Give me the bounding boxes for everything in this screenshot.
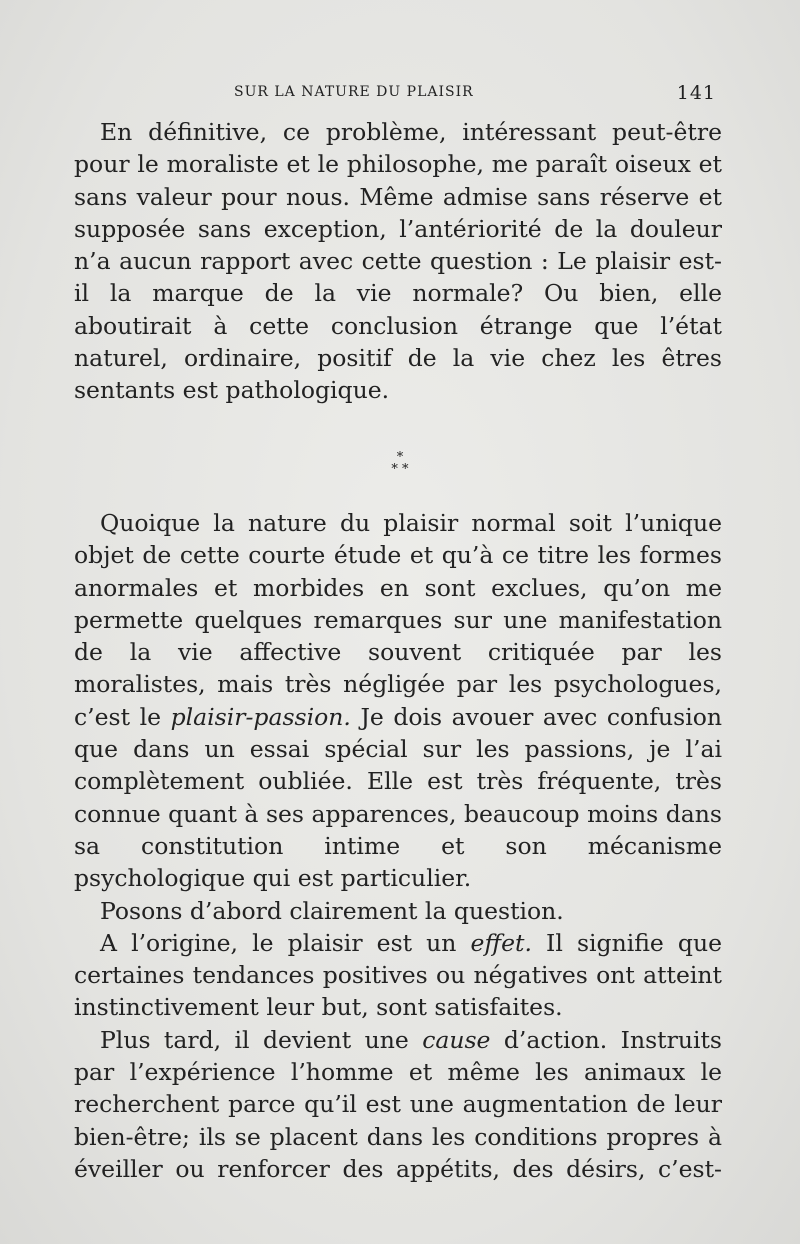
italic-term: cause <box>422 1025 491 1054</box>
paragraph <box>74 1024 722 1185</box>
text-block-2 <box>74 507 722 1185</box>
paragraph <box>74 927 722 1024</box>
paragraph: En définitive, ce problème, intéressant peut-être pour le moraliste et le philosophe, me paraît oiseux et sans valeur pour nous. Même admise sans réserve et supposée sans exception, l’antériorité de la douleur n’a aucun rapport avec cette question : Le plaisir est-il la marque de la vie normale? Ou bien, elle aboutirait à cette conclusion étrange que l’état naturel, ordinaire, positif de la vie chez les êtres sentants est pathologique. <box>74 118 722 405</box>
paragraph-text: Je dois avouer avec confusion que dans un essai spécial sur les passions, je l’ai complètement oubliée. Elle est très fréquente, très connue quant à ses apparences, beaucoup moins dans sa constitution intime et son mécanisme psychologique qui est particulier. <box>74 702 722 893</box>
paragraph-text: d’action. Instruits par l’expérience l’homme et même les animaux le recherchent parce qu’il est une augmentation de leur bien-être; ils se placent dans les conditions propres à éveiller ou renforcer des appétits, des désirs, c’est- <box>74 1025 722 1183</box>
text-block-1 <box>74 116 722 407</box>
italic-term: effet. <box>470 928 532 957</box>
paragraph <box>74 507 722 895</box>
paragraph-text: Il signifie que certaines tendances positives ou négatives ont atteint instinctivement leur but, sont satisfaites. <box>74 928 722 1022</box>
paragraph-text: Plus tard, il devient une <box>100 1025 423 1054</box>
page-number: 141 <box>676 82 716 104</box>
italic-term: plaisir-passion. <box>170 702 351 731</box>
running-title: SUR LA NATURE DU PLAISIR <box>234 84 474 100</box>
page-header <box>74 84 716 108</box>
asterism-bottom: * * <box>391 462 409 477</box>
paragraph: Posons d’abord clairement la question. <box>100 896 564 925</box>
paragraph-text: A l’origine, le plaisir est un <box>100 928 471 957</box>
paragraph-text: Quoique la nature du plaisir normal soit l’unique objet de cette courte étude et qu’à ce titre les formes anormales et morbides en sont exclues, qu’on me permette quelques remarques sur une manifestation de la vie affective souvent critiquée par les moralistes, mais très négligée par les psychologues, c’est le <box>74 509 722 731</box>
asterism-top: * <box>396 450 404 465</box>
asterism-separator <box>370 452 430 476</box>
